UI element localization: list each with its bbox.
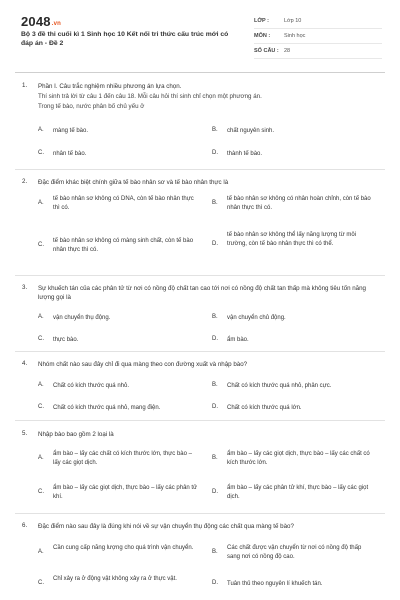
option-text: thành tế bào. xyxy=(227,151,263,157)
logo-suffix: .vn xyxy=(51,21,62,27)
question-text: Phần I. Câu trắc nghiệm nhiều phương án lựa chọn. xyxy=(38,83,182,90)
question-text: Nhóm chất nào sau đây chỉ đi qua màng theo con đường xuất và nhập bào? xyxy=(38,361,248,368)
meta-key: MÔN : xyxy=(254,33,271,39)
question-divider xyxy=(15,169,385,170)
option-text: Chất có kích thước quá nhỏ. xyxy=(53,383,129,389)
question-text: Sự khuếch tán của các phân tử từ nơi có nồng độ chất tan cao tới nơi có nồng độ chất tan thấp mà không tiêu tốn năng lượng gọi là xyxy=(38,285,367,301)
option-text: ẩm bào. xyxy=(227,337,249,343)
logo-text: 2048 xyxy=(21,14,51,29)
meta-value: Sinh học xyxy=(284,33,306,39)
option-text: Các chất được vận chuyển từ nơi có nồng độ thấp sang nơi có nồng độ cao. xyxy=(227,545,362,560)
option-text: vận chuyển thụ động. xyxy=(53,315,111,321)
option-text: Chỉ xảy ra ở động vật không xảy ra ở thực vật. xyxy=(53,576,177,582)
meta-table xyxy=(254,14,382,59)
option-text: vận chuyển chủ động. xyxy=(227,315,286,321)
option-letter: B. xyxy=(212,314,218,320)
option-letter: C. xyxy=(38,150,44,156)
option-letter: D. xyxy=(212,404,218,410)
option-text: ẩm bào – lấy các giọt dịch, thực bào – lấy các phân tử khí. xyxy=(53,485,198,500)
option-letter: B. xyxy=(212,455,218,461)
option-letter: B. xyxy=(212,127,218,133)
meta-row-class xyxy=(254,14,382,29)
question-stem: Trong tế bào, nước phân bố chủ yếu ở xyxy=(38,103,145,110)
option-text: chất nguyên sinh. xyxy=(227,128,275,134)
option-text: màng tế bào. xyxy=(53,128,89,134)
option-letter: C. xyxy=(38,336,44,342)
question-2 xyxy=(0,178,400,273)
header xyxy=(0,0,400,72)
question-number: 5. xyxy=(22,430,28,437)
option-letter: C. xyxy=(38,489,44,495)
option-letter: D. xyxy=(212,580,218,586)
option-letter: A. xyxy=(38,455,44,461)
option-text: nhân tế bào. xyxy=(53,151,87,157)
option-text: Chất có kích thước quá nhỏ, phân cực. xyxy=(227,383,332,389)
question-divider xyxy=(15,513,385,514)
option-letter: A. xyxy=(38,127,44,133)
option-letter: B. xyxy=(212,200,218,206)
question-divider xyxy=(15,420,385,421)
option-letter: D. xyxy=(212,241,218,247)
question-divider xyxy=(15,351,385,352)
meta-row-count xyxy=(254,44,382,59)
question-divider xyxy=(15,275,385,276)
option-text: Chất có kích thước quá lớn. xyxy=(227,405,302,411)
question-text: Đặc điểm khác biệt chính giữa tế bào nhân sơ và tế bào nhân thực là xyxy=(38,179,229,186)
option-letter: A. xyxy=(38,549,44,555)
option-letter: C. xyxy=(38,242,44,248)
meta-value: 28 xyxy=(284,48,291,54)
question-3 xyxy=(0,284,400,349)
option-letter: A. xyxy=(38,382,44,388)
option-text: ẩm bào – lấy các phân tử khí, thực bào – lấy các giọt dịch. xyxy=(227,485,369,500)
meta-value: Lớp 10 xyxy=(284,18,302,24)
document-title: Bộ 3 đề thi cuối kì 1 Sinh học 10 Kết nối tri thức cấu trúc mới có đáp án - Đề 2 xyxy=(21,31,229,47)
question-number: 3. xyxy=(22,284,28,291)
option-letter: D. xyxy=(212,489,218,495)
option-letter: C. xyxy=(38,580,44,586)
question-6 xyxy=(0,522,400,600)
question-number: 2. xyxy=(22,178,28,185)
option-letter: B. xyxy=(212,549,218,555)
option-text: Chất có kích thước quá nhỏ, mang điện. xyxy=(53,405,161,411)
option-letter: D. xyxy=(212,336,218,342)
option-text: Tuân thủ theo nguyên lí khuếch tán. xyxy=(227,581,323,587)
option-letter: B. xyxy=(212,382,218,388)
option-text: tế bào nhân sơ không có nhân hoàn chỉnh, còn tế bào nhân thực thì có. xyxy=(227,196,371,211)
option-letter: A. xyxy=(38,314,44,320)
question-5 xyxy=(0,430,400,515)
question-number: 4. xyxy=(22,360,28,367)
question-text: Nhập bào bao gồm 2 loại là xyxy=(38,431,114,438)
site-logo[interactable] xyxy=(21,14,61,29)
meta-row-subject xyxy=(254,29,382,44)
option-letter: D. xyxy=(212,150,218,156)
meta-key: SỐ CÂU : xyxy=(254,48,279,54)
header-divider xyxy=(15,72,385,73)
option-text: tế bào nhân sơ không thể lấy năng lượng từ môi trường, còn tế bào nhân thực thì có thể. xyxy=(227,232,356,247)
option-text: ẩm bào – lấy các chất có kích thước lớn, thực bào – lấy các giọt dịch. xyxy=(53,451,192,466)
question-4 xyxy=(0,360,400,415)
option-text: ẩm bào – lấy các giọt dịch, thực bào – lấy các chất có kích thước lớn. xyxy=(227,451,370,466)
question-number: 6. xyxy=(22,522,28,529)
option-text: Cần cung cấp năng lượng cho quá trình vận chuyển. xyxy=(53,545,194,551)
option-letter: A. xyxy=(38,200,44,206)
option-letter: C. xyxy=(38,404,44,410)
question-1 xyxy=(0,82,400,162)
question-intro: Thí sinh trả lời từ câu 1 đến câu 18. Mỗi câu hỏi thí sinh chỉ chọn một phương án. xyxy=(38,93,262,100)
meta-key: LỚP : xyxy=(254,18,269,24)
option-text: tế bào nhân sơ không có màng sinh chất, còn tế bào nhân thực thì có. xyxy=(53,238,194,253)
option-text: tế bào nhân sơ không có DNA, còn tế bào nhân thực thì có. xyxy=(53,196,194,211)
question-text: Đặc điểm nào sau đây là đúng khi nói về sự vận chuyển thụ động các chất qua màng tế bào? xyxy=(38,523,294,530)
question-number: 1. xyxy=(22,82,28,89)
option-text: thực bào. xyxy=(53,337,79,343)
